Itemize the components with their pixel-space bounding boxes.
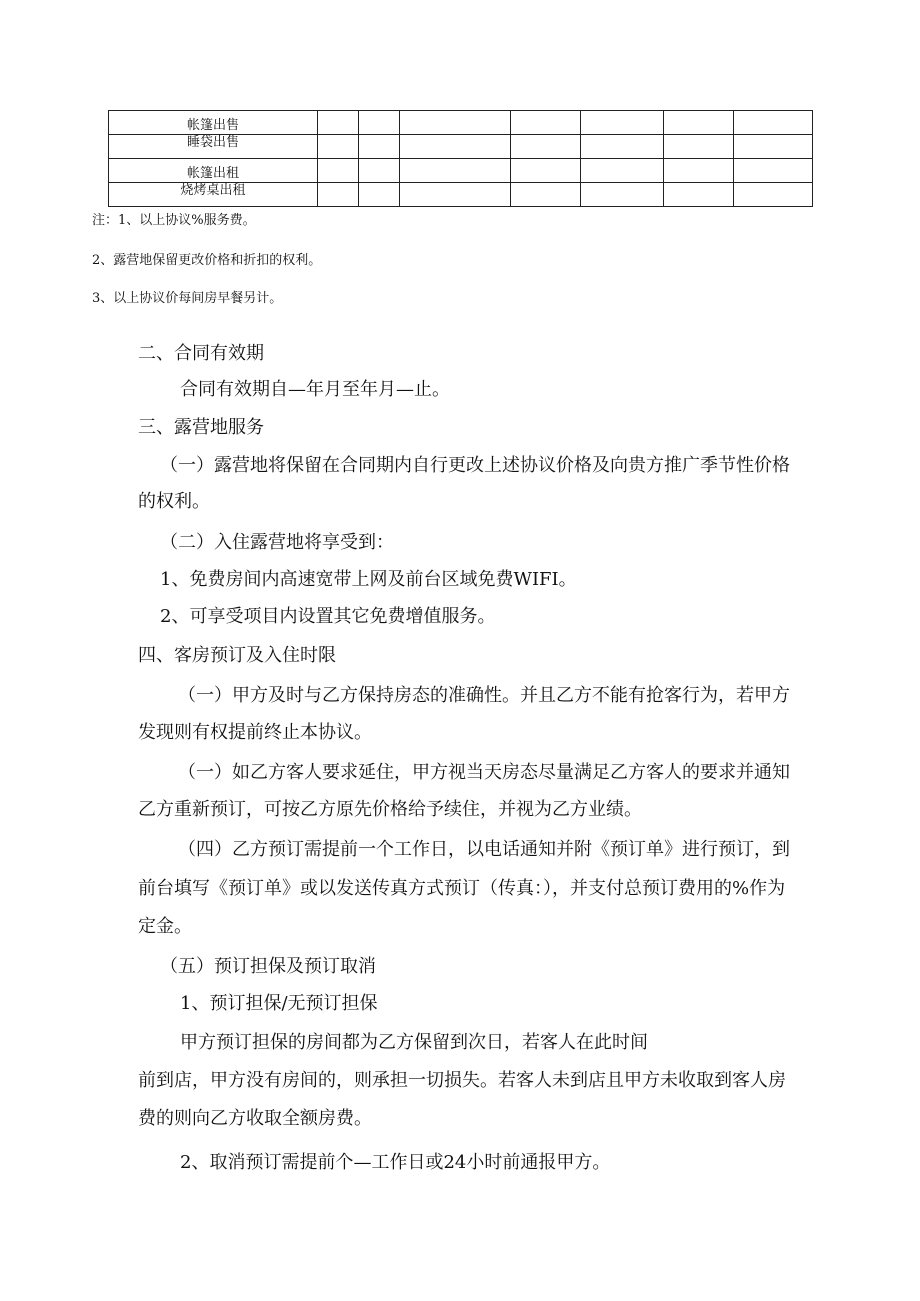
row-label: 帐篷出租 <box>109 159 318 183</box>
section-4-para-3-cont: 前台填写《预订单》或以发送传真方式预订（传真：），并支付总预订费用的%作为 <box>138 878 786 899</box>
note-3: 3、以上协议价每间房早餐另计。 <box>92 291 283 306</box>
section-3-item-1: 1、免费房间内高速宽带上网及前台区域免费WIFI。 <box>160 569 577 590</box>
section-2-heading: 二、合同有效期 <box>138 343 264 364</box>
section-3-item-2: 2、可享受项目内设置其它免费增值服务。 <box>160 606 496 627</box>
section-4-heading: 四、客房预订及入住时限 <box>138 645 336 666</box>
section-4-para-4: （五）预订担保及预订取消 <box>160 956 376 977</box>
row-label: 帐篷出售 <box>109 111 318 135</box>
section-2-text: 合同有效期自—年月至年月—止。 <box>180 379 450 400</box>
section-4-para-6: 甲方预订担保的房间都为乙方保留到次日，若客人在此时间 <box>180 1032 648 1053</box>
table-row <box>109 159 813 183</box>
note-1: 注：1、以上协议%服务费。 <box>92 213 256 228</box>
section-4-para-5: 1、预订担保/无预订担保 <box>180 993 378 1014</box>
section-4-para-6-end: 费的则向乙方收取全额房费。 <box>138 1108 372 1129</box>
price-table <box>108 110 813 207</box>
section-4-para-1-cont: 发现则有权提前终止本协议。 <box>138 722 372 743</box>
table-row <box>109 183 813 207</box>
note-2: 2、露营地保留更改价格和折扣的权利。 <box>92 253 322 268</box>
section-4-para-2: （一）如乙方客人要求延住，甲方视当天房态尽量满足乙方客人的要求并通知 <box>178 762 790 783</box>
section-4-para-7: 2、取消预订需提前个—工作日或24小时前通报甲方。 <box>180 1152 611 1173</box>
section-4-para-1: （一）甲方及时与乙方保持房态的准确性。并且乙方不能有抢客行为，若甲方 <box>178 685 790 706</box>
section-4-para-3-end: 定金。 <box>138 916 192 937</box>
section-3-para-1: （一）露营地将保留在合同期内自行更改上述协议价格及向贵方推广季节性价格 <box>160 455 790 476</box>
row-label: 烧烤桌出租 <box>109 183 318 207</box>
section-3-para-2: （二）入住露营地将享受到： <box>160 532 394 553</box>
table-row <box>109 135 813 159</box>
row-label: 睡袋出售 <box>109 135 318 159</box>
section-4-para-2-cont: 乙方重新预订，可按乙方原先价格给予续住，并视为乙方业绩。 <box>138 799 642 820</box>
section-4-para-6-cont: 前到店，甲方没有房间的，则承担一切损失。若客人未到店且甲方未收取到客人房 <box>138 1070 786 1091</box>
section-3-heading: 三、露营地服务 <box>138 417 264 438</box>
section-4-para-3: （四）乙方预订需提前一个工作日，以电话通知并附《预订单》进行预订，到 <box>178 839 790 860</box>
section-3-para-1-cont: 的权利。 <box>138 491 210 512</box>
table-row <box>109 111 813 135</box>
